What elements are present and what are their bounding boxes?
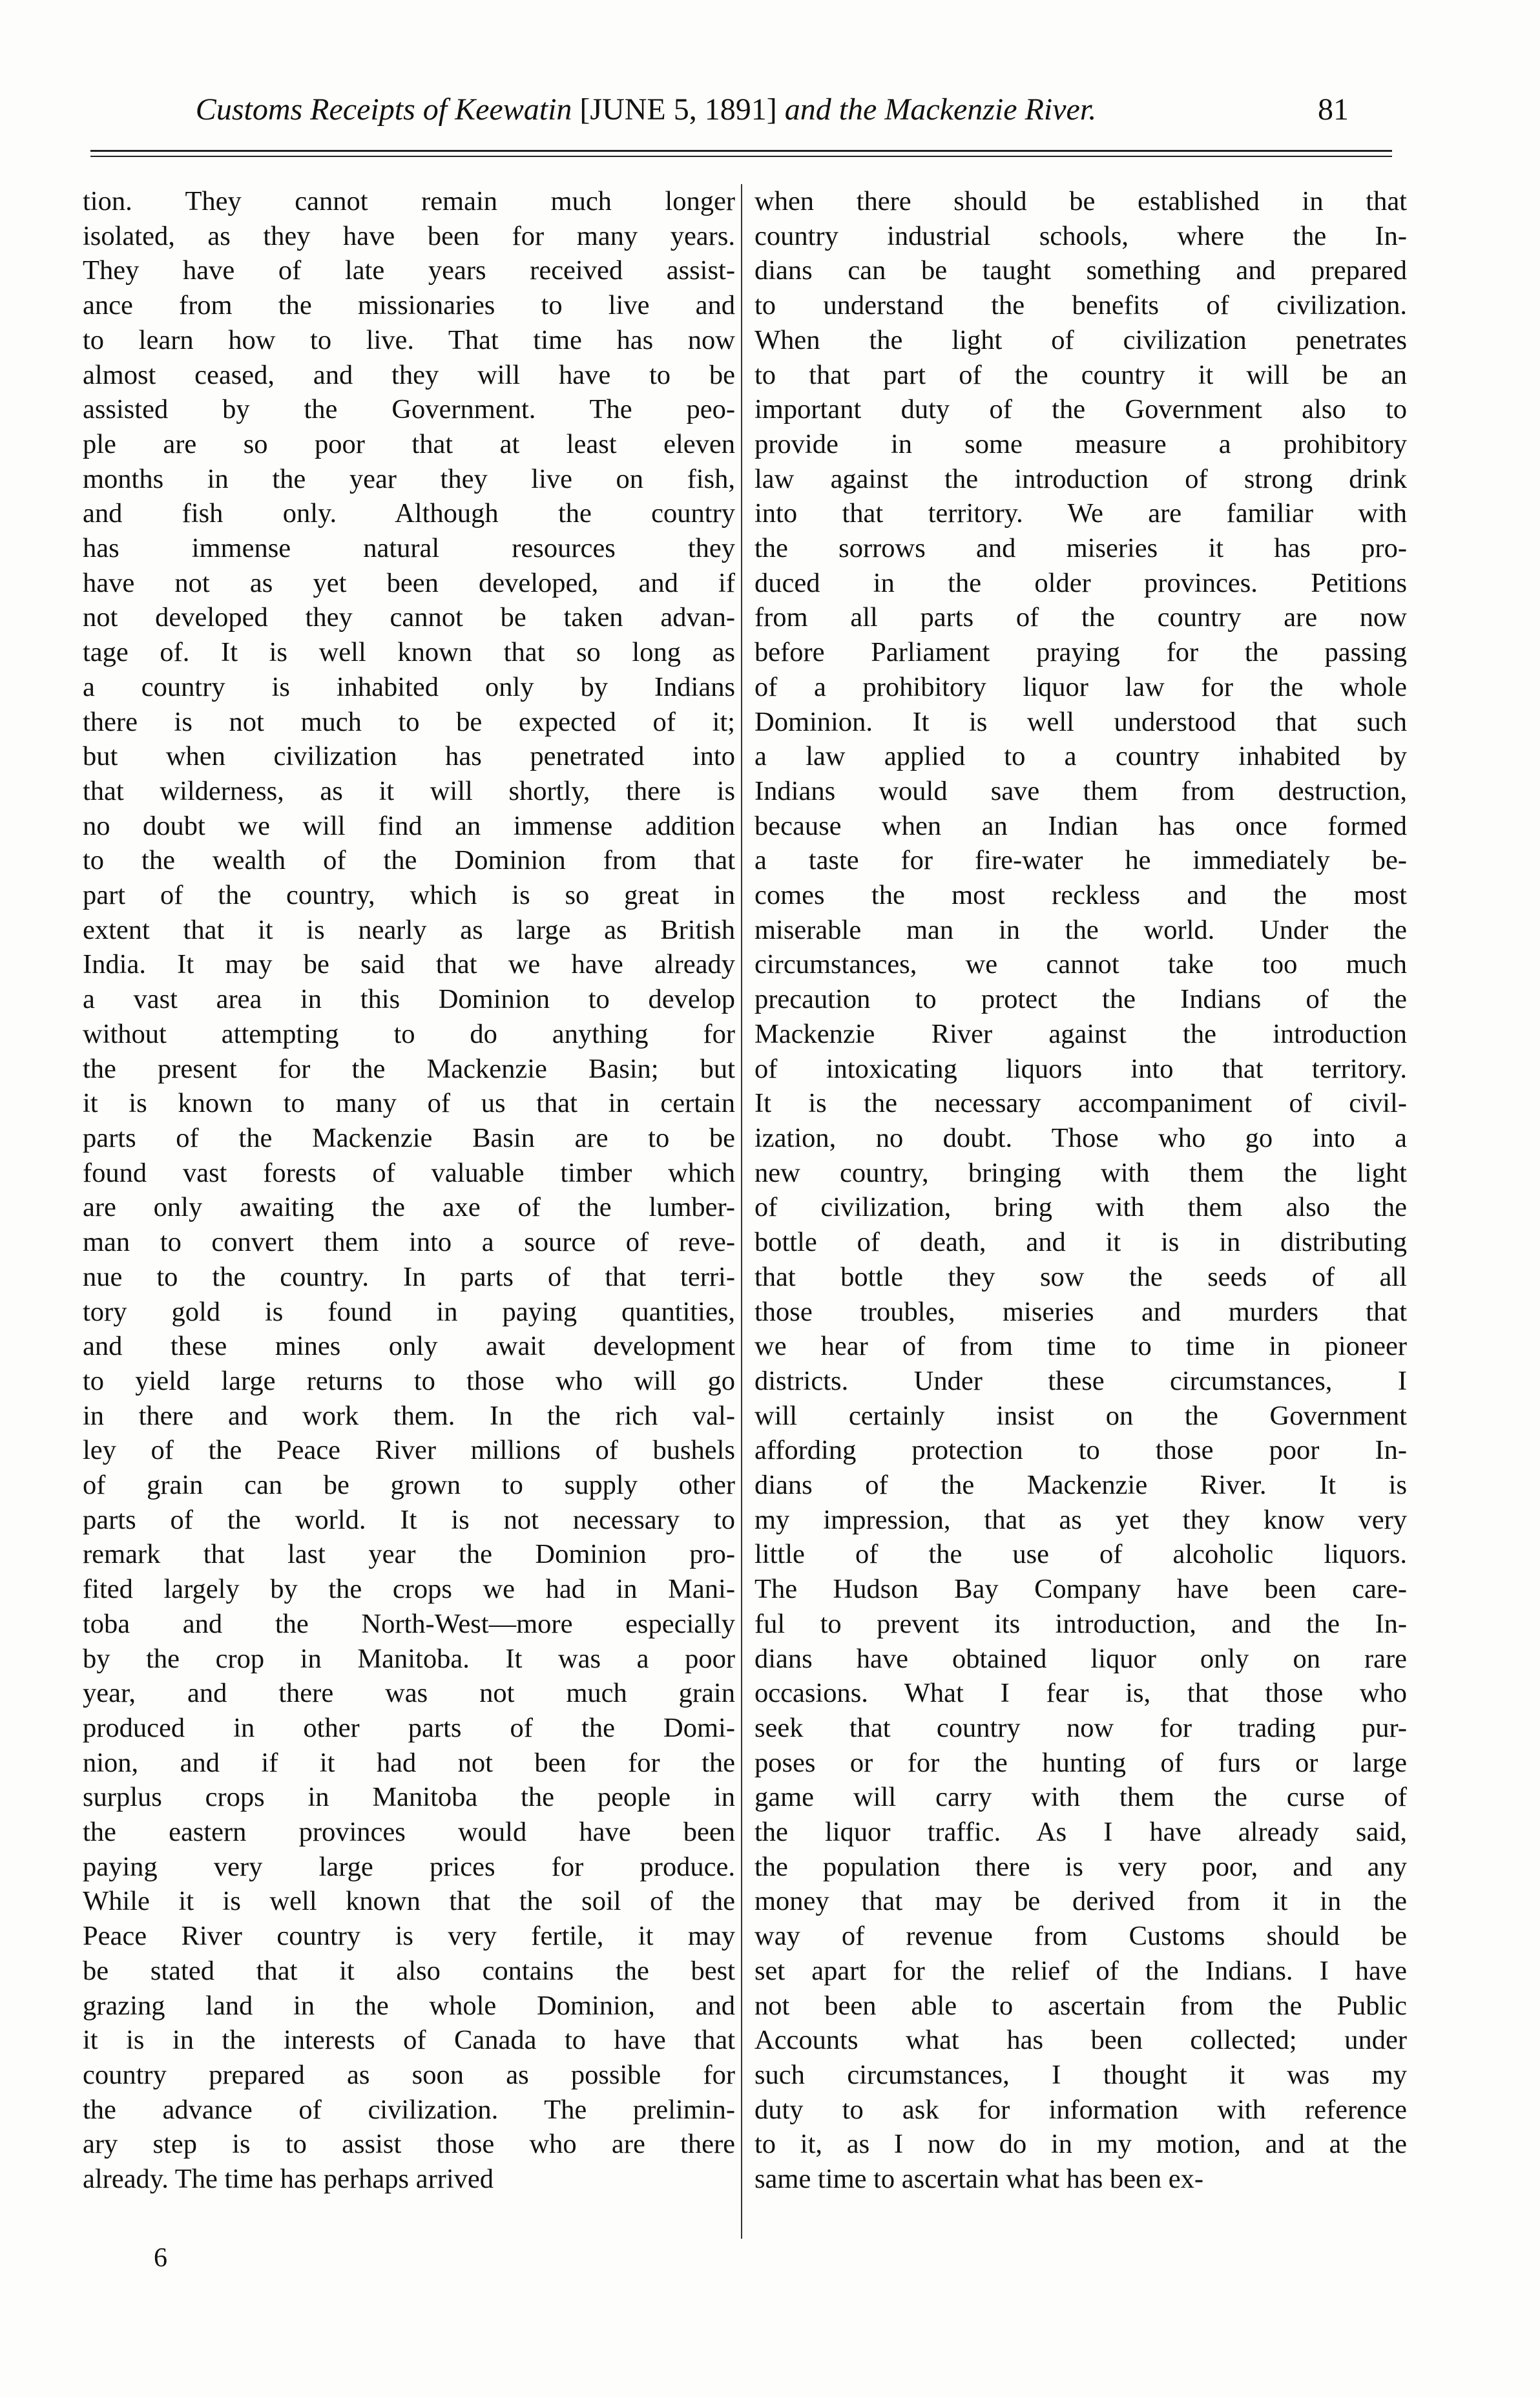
text-line: little of the use of alcoholic liquors. [754, 1539, 1407, 1570]
text-line: way of revenue from Customs should be [754, 1921, 1407, 1952]
text-line: It is the necessary accompaniment of civil- [754, 1088, 1407, 1119]
left-text-column [83, 184, 735, 2197]
text-line: tage of. It is well known that so long as [83, 637, 735, 668]
text-line: poses or for the hunting of furs or large [754, 1747, 1407, 1778]
text-line: man to convert them into a source of reve- [83, 1227, 735, 1258]
text-line: before Parliament praying for the passing [754, 637, 1407, 668]
header-rule-bottom [90, 156, 1392, 157]
running-title-date: [JUNE 5, 1891] [579, 92, 777, 127]
text-line: isolated, as they have been for many years. [83, 220, 735, 251]
text-line: be stated that it also contains the best [83, 1955, 735, 1986]
text-line: extent that it is nearly as large as British [83, 914, 735, 945]
text-line: Indians would save them from destruction, [754, 775, 1407, 806]
text-line: and these mines only await development [83, 1331, 735, 1362]
text-line: comes the most reckless and the most [754, 880, 1407, 911]
text-line: ley of the Peace River millions of bushels [83, 1435, 735, 1466]
text-line: the eastern provinces would have been [83, 1817, 735, 1848]
text-line: the advance of civilization. The prelimin- [83, 2094, 735, 2125]
text-line: without attempting to do anything for [83, 1018, 735, 1049]
text-line: produced in other parts of the Domi- [83, 1712, 735, 1743]
text-line: almost ceased, and they will have to be [83, 359, 735, 390]
text-line: dians have obtained liquor only on rare [754, 1643, 1407, 1674]
text-line: game will carry with them the curse of [754, 1782, 1407, 1813]
running-title-part2: and the Mackenzie River. [784, 92, 1097, 127]
text-line: that bottle they sow the seeds of all [754, 1261, 1407, 1292]
text-line: the population there is very poor, and any [754, 1851, 1407, 1882]
text-line: by the crop in Manitoba. It was a poor [83, 1643, 735, 1674]
text-line: have not as yet been developed, and if [83, 567, 735, 598]
text-line: a vast area in this Dominion to develop [83, 984, 735, 1015]
text-line: it is in the interests of Canada to have that [83, 2025, 735, 2056]
text-line: seek that country now for trading pur- [754, 1712, 1407, 1743]
text-line: such circumstances, I thought it was my [754, 2059, 1407, 2090]
text-line: circumstances, we cannot take too much [754, 949, 1407, 980]
text-line: are only awaiting the axe of the lumber- [83, 1192, 735, 1223]
text-line: to that part of the country it will be an [754, 359, 1407, 390]
text-line: Dominion. It is well understood that such [754, 706, 1407, 737]
text-line: law against the introduction of strong drink [754, 463, 1407, 494]
text-line: dians can be taught something and prepared [754, 255, 1407, 286]
text-line: my impression, that as yet they know very [754, 1504, 1407, 1535]
text-line: in there and work them. In the rich val- [83, 1400, 735, 1431]
text-line: part of the country, which is so great in [83, 880, 735, 911]
text-line: important duty of the Government also to [754, 394, 1407, 425]
text-line: ful to prevent its introduction, and the In- [754, 1608, 1407, 1639]
running-title [0, 90, 1292, 129]
text-line: fited largely by the crops we had in Mani- [83, 1574, 735, 1605]
text-line: because when an Indian has once formed [754, 810, 1407, 841]
text-line: new country, bringing with them the light [754, 1157, 1407, 1188]
text-line: They have of late years received assist- [83, 255, 735, 286]
text-line: grazing land in the whole Dominion, and [83, 1990, 735, 2021]
text-line: but when civilization has penetrated into [83, 741, 735, 772]
text-line: of intoxicating liquors into that territory. [754, 1053, 1407, 1084]
text-line: assisted by the Government. The peo- [83, 394, 735, 425]
text-line: remark that last year the Dominion pro- [83, 1539, 735, 1570]
text-line: dians of the Mackenzie River. It is [754, 1470, 1407, 1501]
text-line: paying very large prices for produce. [83, 1851, 735, 1882]
running-header [0, 90, 1540, 136]
text-line: of a prohibitory liquor law for the whole [754, 671, 1407, 702]
text-line: not been able to ascertain from the Public [754, 1990, 1407, 2021]
text-line: duced in the older provinces. Petitions [754, 567, 1407, 598]
text-line: it is known to many of us that in certain [83, 1088, 735, 1119]
text-line: set apart for the relief of the Indians. I have [754, 1955, 1407, 1986]
text-line: to understand the benefits of civilization. [754, 290, 1407, 321]
text-line: While it is well known that the soil of the [83, 1886, 735, 1917]
text-line: occasions. What I fear is, that those who [754, 1678, 1407, 1709]
text-line: that wilderness, as it will shortly, there is [83, 775, 735, 806]
text-line: to it, as I now do in my motion, and at the [754, 2129, 1407, 2160]
text-line: a law applied to a country inhabited by [754, 741, 1407, 772]
text-line: to yield large returns to those who will go [83, 1365, 735, 1396]
text-line: ance from the missionaries to live and [83, 290, 735, 321]
text-line: to learn how to live. That time has now [83, 324, 735, 355]
text-line: miserable man in the world. Under the [754, 914, 1407, 945]
text-line: bottle of death, and it is in distributing [754, 1227, 1407, 1258]
text-line: a taste for fire-water he immediately be- [754, 845, 1407, 876]
text-line: the sorrows and miseries it has pro- [754, 533, 1407, 564]
text-line: money that may be derived from it in the [754, 1886, 1407, 1917]
text-line: when there should be established in that [754, 186, 1407, 216]
text-line: Mackenzie River against the introduction [754, 1018, 1407, 1049]
text-line: of grain can be grown to supply other [83, 1470, 735, 1501]
column-divider [741, 184, 742, 2239]
text-line: duty to ask for information with reference [754, 2094, 1407, 2125]
text-line: ary step is to assist those who are there [83, 2129, 735, 2160]
text-line: Peace River country is very fertile, it may [83, 1921, 735, 1952]
text-line: India. It may be said that we have already [83, 949, 735, 980]
text-line: tion. They cannot remain much longer [83, 186, 735, 216]
text-line: a country is inhabited only by Indians [83, 671, 735, 702]
text-line: affording protection to those poor In- [754, 1435, 1407, 1466]
running-title-part1: Customs Receipts of Keewatin [195, 92, 572, 127]
text-line: those troubles, miseries and murders that [754, 1296, 1407, 1327]
text-line: no doubt we will find an immense addition [83, 810, 735, 841]
text-line: months in the year they live on fish, [83, 463, 735, 494]
text-line: of civilization, bring with them also the [754, 1192, 1407, 1223]
text-line: has immense natural resources they [83, 533, 735, 564]
text-line: into that territory. We are familiar with [754, 498, 1407, 529]
text-line: country prepared as soon as possible for [83, 2059, 735, 2090]
text-line: there is not much to be expected of it; [83, 706, 735, 737]
text-line: districts. Under these circumstances, I [754, 1365, 1407, 1396]
text-line: ization, no doubt. Those who go into a [754, 1122, 1407, 1153]
text-line: year, and there was not much grain [83, 1678, 735, 1709]
text-line: already. The time has perhaps arrived [83, 2164, 494, 2195]
signature-mark: 6 [154, 2243, 167, 2273]
text-line: parts of the world. It is not necessary to [83, 1504, 735, 1535]
text-line: tory gold is found in paying quantities, [83, 1296, 735, 1327]
text-line: The Hudson Bay Company have been care- [754, 1574, 1407, 1605]
text-line: provide in some measure a prohibitory [754, 428, 1407, 459]
text-line: and fish only. Although the country [83, 498, 735, 529]
text-line: to the wealth of the Dominion from that [83, 845, 735, 876]
text-line: surplus crops in Manitoba the people in [83, 1782, 735, 1813]
text-line: from all parts of the country are now [754, 602, 1407, 633]
text-line: Accounts what has been collected; under [754, 2025, 1407, 2056]
text-line: nue to the country. In parts of that terri- [83, 1261, 735, 1292]
text-line: found vast forests of valuable timber which [83, 1157, 735, 1188]
text-line: will certainly insist on the Government [754, 1400, 1407, 1431]
text-line: toba and the North-West—more especially [83, 1608, 735, 1639]
text-line: nion, and if it had not been for the [83, 1747, 735, 1778]
text-line: precaution to protect the Indians of the [754, 984, 1407, 1015]
text-line: not developed they cannot be taken advan- [83, 602, 735, 633]
page-number: 81 [1318, 92, 1349, 127]
header-rule-top [90, 150, 1392, 152]
right-text-column [754, 184, 1407, 2197]
text-line: country industrial schools, where the In- [754, 220, 1407, 251]
text-line: parts of the Mackenzie Basin are to be [83, 1122, 735, 1153]
text-line: When the light of civilization penetrates [754, 324, 1407, 355]
text-line: we hear of from time to time in pioneer [754, 1331, 1407, 1362]
text-line: the liquor traffic. As I have already said, [754, 1817, 1407, 1848]
text-line: ple are so poor that at least eleven [83, 428, 735, 459]
text-line: the present for the Mackenzie Basin; but [83, 1053, 735, 1084]
text-line: same time to ascertain what has been ex- [754, 2164, 1204, 2195]
